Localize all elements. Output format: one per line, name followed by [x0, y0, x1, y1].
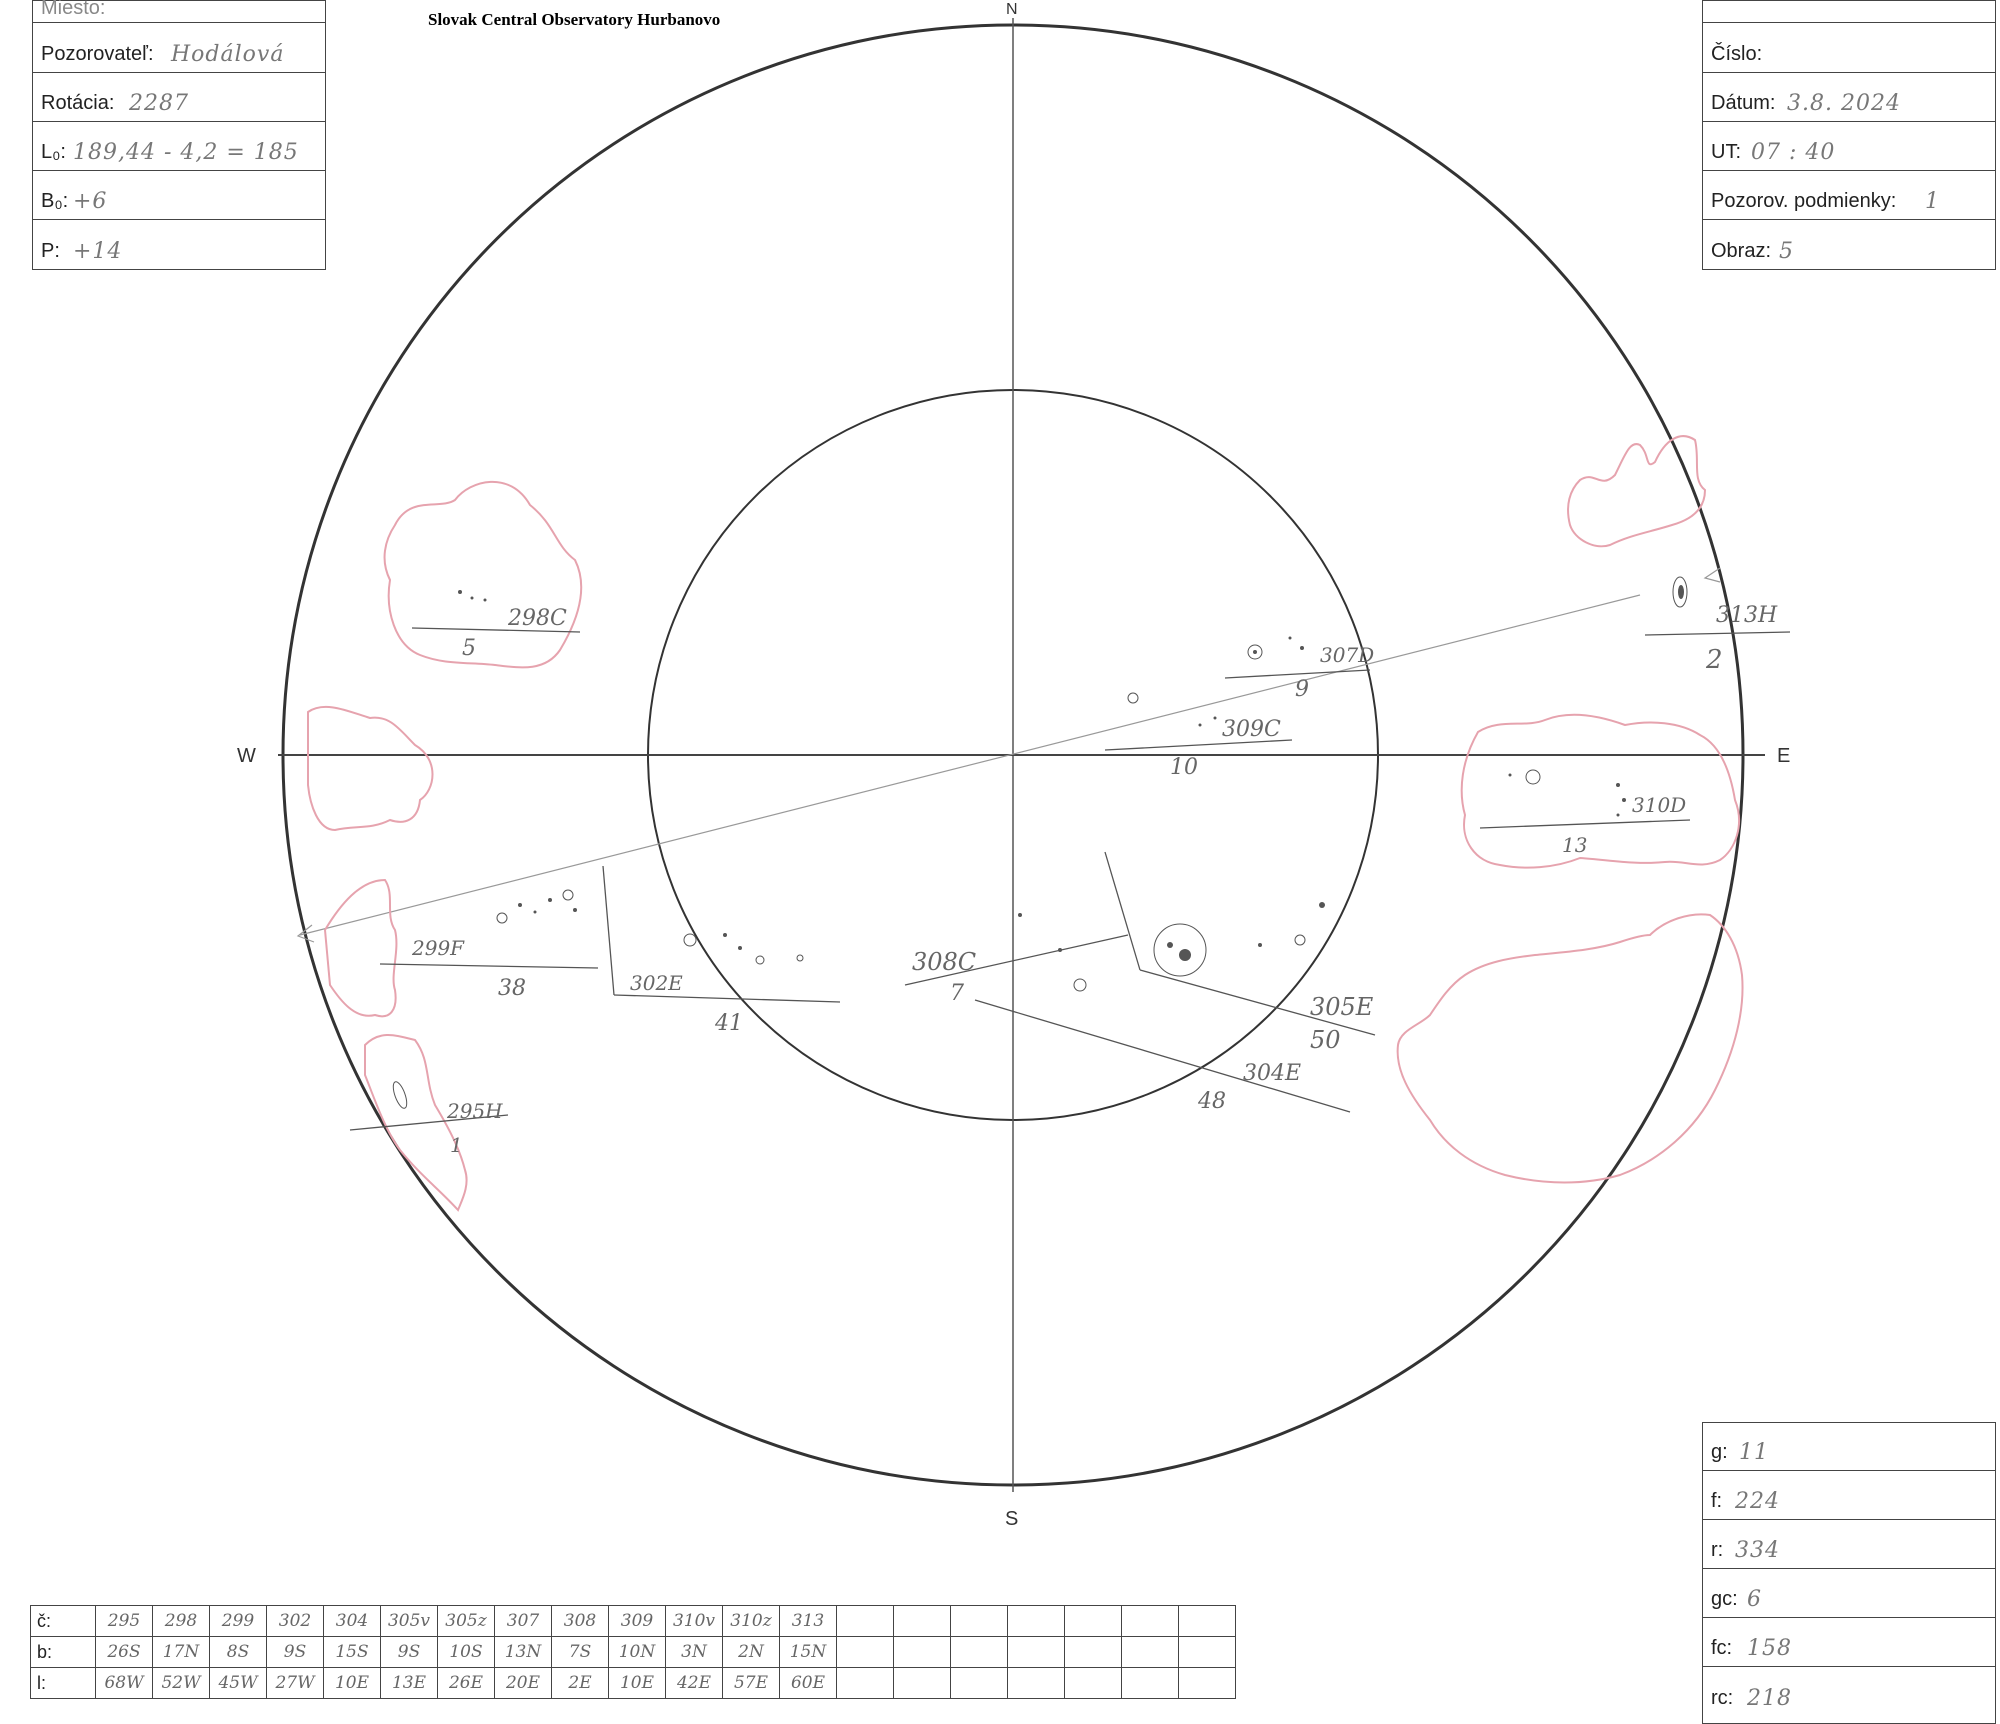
sunspot: [723, 933, 727, 937]
table-cell: 13N: [495, 1637, 552, 1668]
sunspot: [1058, 948, 1062, 952]
group-labels: [411, 603, 1778, 1157]
equator-arrow-icon: [1705, 568, 1720, 582]
table-cell: [1065, 1606, 1122, 1637]
table-cell: 57E: [723, 1668, 780, 1699]
table-cell: 2N: [723, 1637, 780, 1668]
g-value: 11: [1739, 1440, 1769, 1465]
facula-region: [1462, 715, 1739, 868]
sunspot: [1617, 814, 1620, 817]
table-cell: [1065, 1668, 1122, 1699]
table-cell: [1179, 1668, 1236, 1699]
table-cell: 9S: [381, 1637, 438, 1668]
p-value: +14: [73, 239, 123, 264]
fc-row: [1703, 1618, 1995, 1667]
group-count-313H: 2: [1706, 645, 1723, 675]
sunspot-group-table: [30, 1605, 1236, 1699]
sunspot: [1289, 637, 1292, 640]
sunspot: [573, 908, 577, 912]
table-cell: [1065, 1637, 1122, 1668]
row-label-longitude: l:: [31, 1668, 96, 1699]
image-quality-value: 5: [1779, 239, 1794, 264]
table-cell: [1122, 1637, 1179, 1668]
table-cell: 60E: [780, 1668, 837, 1699]
group-id-295H: 295H: [447, 1099, 503, 1123]
sunspot: [1319, 902, 1325, 908]
p-label: P:: [41, 240, 60, 262]
group-baseline: [380, 964, 598, 968]
table-cell: [1179, 1606, 1236, 1637]
row-label-number: č:: [31, 1606, 96, 1637]
ut-label: UT:: [1711, 141, 1741, 163]
table-cell: [894, 1637, 951, 1668]
table-cell: 9S: [267, 1637, 324, 1668]
table-cell: 10N: [609, 1637, 666, 1668]
table-cell: [1179, 1637, 1236, 1668]
table-cell: 305v: [381, 1606, 438, 1637]
table-cell: [894, 1606, 951, 1637]
table-cell: 310z: [723, 1606, 780, 1637]
sunspot: [391, 1080, 410, 1110]
table-cell: 68W: [96, 1668, 153, 1699]
place-label: Miesto:: [41, 0, 106, 19]
table-cell: 15S: [324, 1637, 381, 1668]
sunspot: [1253, 650, 1257, 654]
sunspot: [1128, 693, 1138, 703]
group-id-304E: 304E: [1243, 1061, 1302, 1086]
faculae-regions: [308, 436, 1743, 1210]
table-cell: 26S: [96, 1637, 153, 1668]
sunspot: [1199, 724, 1202, 727]
group-count-304E: 48: [1198, 1089, 1226, 1114]
latitude-row: [31, 1637, 1236, 1668]
group-count-307D: 9: [1295, 677, 1309, 702]
sunspot: [1074, 979, 1086, 991]
group-count-298C: 5: [462, 636, 476, 661]
sunspot: [1258, 943, 1262, 947]
gc-value: 6: [1747, 1587, 1762, 1612]
r-value: 334: [1735, 1538, 1780, 1563]
g-label: g:: [1711, 1441, 1728, 1463]
image-quality-label: Obraz:: [1711, 240, 1772, 262]
table-cell: 295: [96, 1606, 153, 1637]
observer-value: Hodálová: [171, 42, 285, 67]
group-id-308C: 308C: [912, 948, 977, 976]
f-label: f:: [1711, 1490, 1723, 1512]
sunspot: [518, 903, 522, 907]
sunspot: [1678, 585, 1684, 599]
sunspot: [1622, 798, 1626, 802]
sunspot: [458, 590, 462, 594]
f-value: 224: [1735, 1489, 1780, 1514]
sunspot: [1526, 770, 1540, 784]
group-id-309C: 309C: [1222, 717, 1281, 742]
sunspot: [563, 890, 573, 900]
group-count-308C: 7: [950, 981, 964, 1006]
date-value: 3.8. 2024: [1787, 91, 1901, 116]
l0-label: L₀:: [41, 141, 66, 163]
date-label: Dátum:: [1711, 92, 1776, 114]
table-cell: 313: [780, 1606, 837, 1637]
sunspot: [548, 898, 552, 902]
sunspot: [738, 946, 742, 950]
table-cell: 302: [267, 1606, 324, 1637]
group-id-313H: 313H: [1716, 603, 1778, 628]
sunspot: [684, 934, 696, 946]
ut-value: 07 : 40: [1751, 140, 1836, 165]
number-label: Číslo:: [1711, 43, 1763, 65]
west-label: W: [237, 745, 256, 767]
table-cell: 10E: [609, 1668, 666, 1699]
sunspot: [1300, 646, 1304, 650]
table-cell: [951, 1668, 1008, 1699]
table-cell: 298: [153, 1606, 210, 1637]
group-baseline: [975, 1000, 1350, 1112]
table-cell: 42E: [666, 1668, 723, 1699]
table-cell: [837, 1606, 894, 1637]
table-cell: 15N: [780, 1637, 837, 1668]
table-cell: 13E: [381, 1668, 438, 1699]
solar-equator-line: [300, 595, 1640, 935]
table-cell: [894, 1668, 951, 1699]
table-cell: 20E: [495, 1668, 552, 1699]
group-count-305E: 50: [1310, 1026, 1341, 1054]
south-label: S: [1005, 1508, 1019, 1530]
rc-row: [1703, 1667, 1995, 1716]
sunspot: [1295, 935, 1305, 945]
sunspot: [1214, 717, 1217, 720]
sunspot: [471, 597, 474, 600]
table-cell: [1122, 1668, 1179, 1699]
group-count-309C: 10: [1170, 755, 1198, 780]
fc-label: fc:: [1711, 1637, 1733, 1659]
table-cell: [1008, 1606, 1065, 1637]
east-label: E: [1777, 745, 1791, 767]
group-count-310D: 13: [1562, 833, 1588, 857]
b0-label: B₀:: [41, 190, 69, 212]
group-count-302E: 41: [715, 1011, 743, 1036]
sunspot: [1154, 924, 1206, 976]
facula-region: [385, 482, 582, 668]
sunspot: [756, 956, 764, 964]
table-cell: 299: [210, 1606, 267, 1637]
table-cell: 10E: [324, 1668, 381, 1699]
conditions-value: 1: [1925, 189, 1940, 214]
table-cell: 2E: [552, 1668, 609, 1699]
rc-label: rc:: [1711, 1687, 1734, 1709]
gc-label: gc:: [1711, 1588, 1738, 1610]
table-cell: 8S: [210, 1637, 267, 1668]
table-cell: [951, 1637, 1008, 1668]
rc-value: 218: [1747, 1686, 1792, 1711]
sunspot: [1167, 942, 1173, 948]
group-id-298C: 298C: [508, 606, 567, 631]
table-cell: 26E: [438, 1668, 495, 1699]
r-label: r:: [1711, 1539, 1724, 1561]
table-cell: 310v: [666, 1606, 723, 1637]
table-cell: 7S: [552, 1637, 609, 1668]
group-baseline: [614, 995, 840, 1002]
table-cell: 27W: [267, 1668, 324, 1699]
table-cell: [951, 1606, 1008, 1637]
group-id-299F: 299F: [412, 936, 465, 960]
facula-region: [1398, 914, 1743, 1182]
table-cell: [1122, 1606, 1179, 1637]
group-id-310D: 310D: [1632, 793, 1687, 817]
table-cell: 17N: [153, 1637, 210, 1668]
sunspot: [1509, 774, 1512, 777]
table-cell: 52W: [153, 1668, 210, 1699]
group-number-row: [31, 1606, 1236, 1637]
table-cell: 307: [495, 1606, 552, 1637]
table-cell: 45W: [210, 1668, 267, 1699]
sunspot: [484, 599, 487, 602]
group-baseline: [603, 866, 614, 995]
rotation-label: Rotácia:: [41, 92, 115, 114]
sunspot-marks: [391, 577, 1687, 1110]
group-baseline: [1105, 852, 1140, 970]
sunspot: [497, 913, 507, 923]
north-label: N: [1006, 1, 1018, 18]
facula-region: [308, 707, 433, 830]
table-cell: [837, 1637, 894, 1668]
table-cell: 3N: [666, 1637, 723, 1668]
table-cell: 309: [609, 1606, 666, 1637]
sunspot: [1018, 913, 1022, 917]
facula-region: [325, 880, 396, 1016]
group-count-295H: 1: [450, 1133, 463, 1157]
table-cell: 308: [552, 1606, 609, 1637]
table-cell: 304: [324, 1606, 381, 1637]
group-id-307D: 307D: [1320, 643, 1375, 667]
row-label-latitude: b:: [31, 1637, 96, 1668]
conditions-label: Pozorov. podmienky:: [1711, 190, 1897, 212]
longitude-row: [31, 1668, 1236, 1699]
table-cell: 305z: [438, 1606, 495, 1637]
table-cell: [1008, 1668, 1065, 1699]
table-cell: [1008, 1637, 1065, 1668]
observatory-title: Slovak Central Observatory Hurbanovo: [428, 10, 721, 29]
sunspot: [797, 955, 803, 961]
b0-value: +6: [73, 189, 108, 214]
facula-region: [1568, 436, 1705, 546]
group-baseline: [1480, 820, 1690, 828]
group-baselines: [350, 628, 1790, 1130]
l0-value: 189,44 - 4,2 = 185: [73, 140, 299, 165]
observer-label: Pozorovateľ:: [41, 43, 154, 65]
group-baseline: [1645, 632, 1790, 635]
sunspot: [1179, 949, 1191, 961]
table-cell: [837, 1668, 894, 1699]
table-cell: 10S: [438, 1637, 495, 1668]
sunspot: [534, 911, 537, 914]
group-id-305E: 305E: [1310, 993, 1374, 1021]
group-id-302E: 302E: [630, 971, 683, 995]
sunspot: [1616, 783, 1620, 787]
group-count-299F: 38: [498, 976, 526, 1001]
rotation-value: 2287: [129, 91, 189, 116]
fc-value: 158: [1747, 1636, 1792, 1661]
